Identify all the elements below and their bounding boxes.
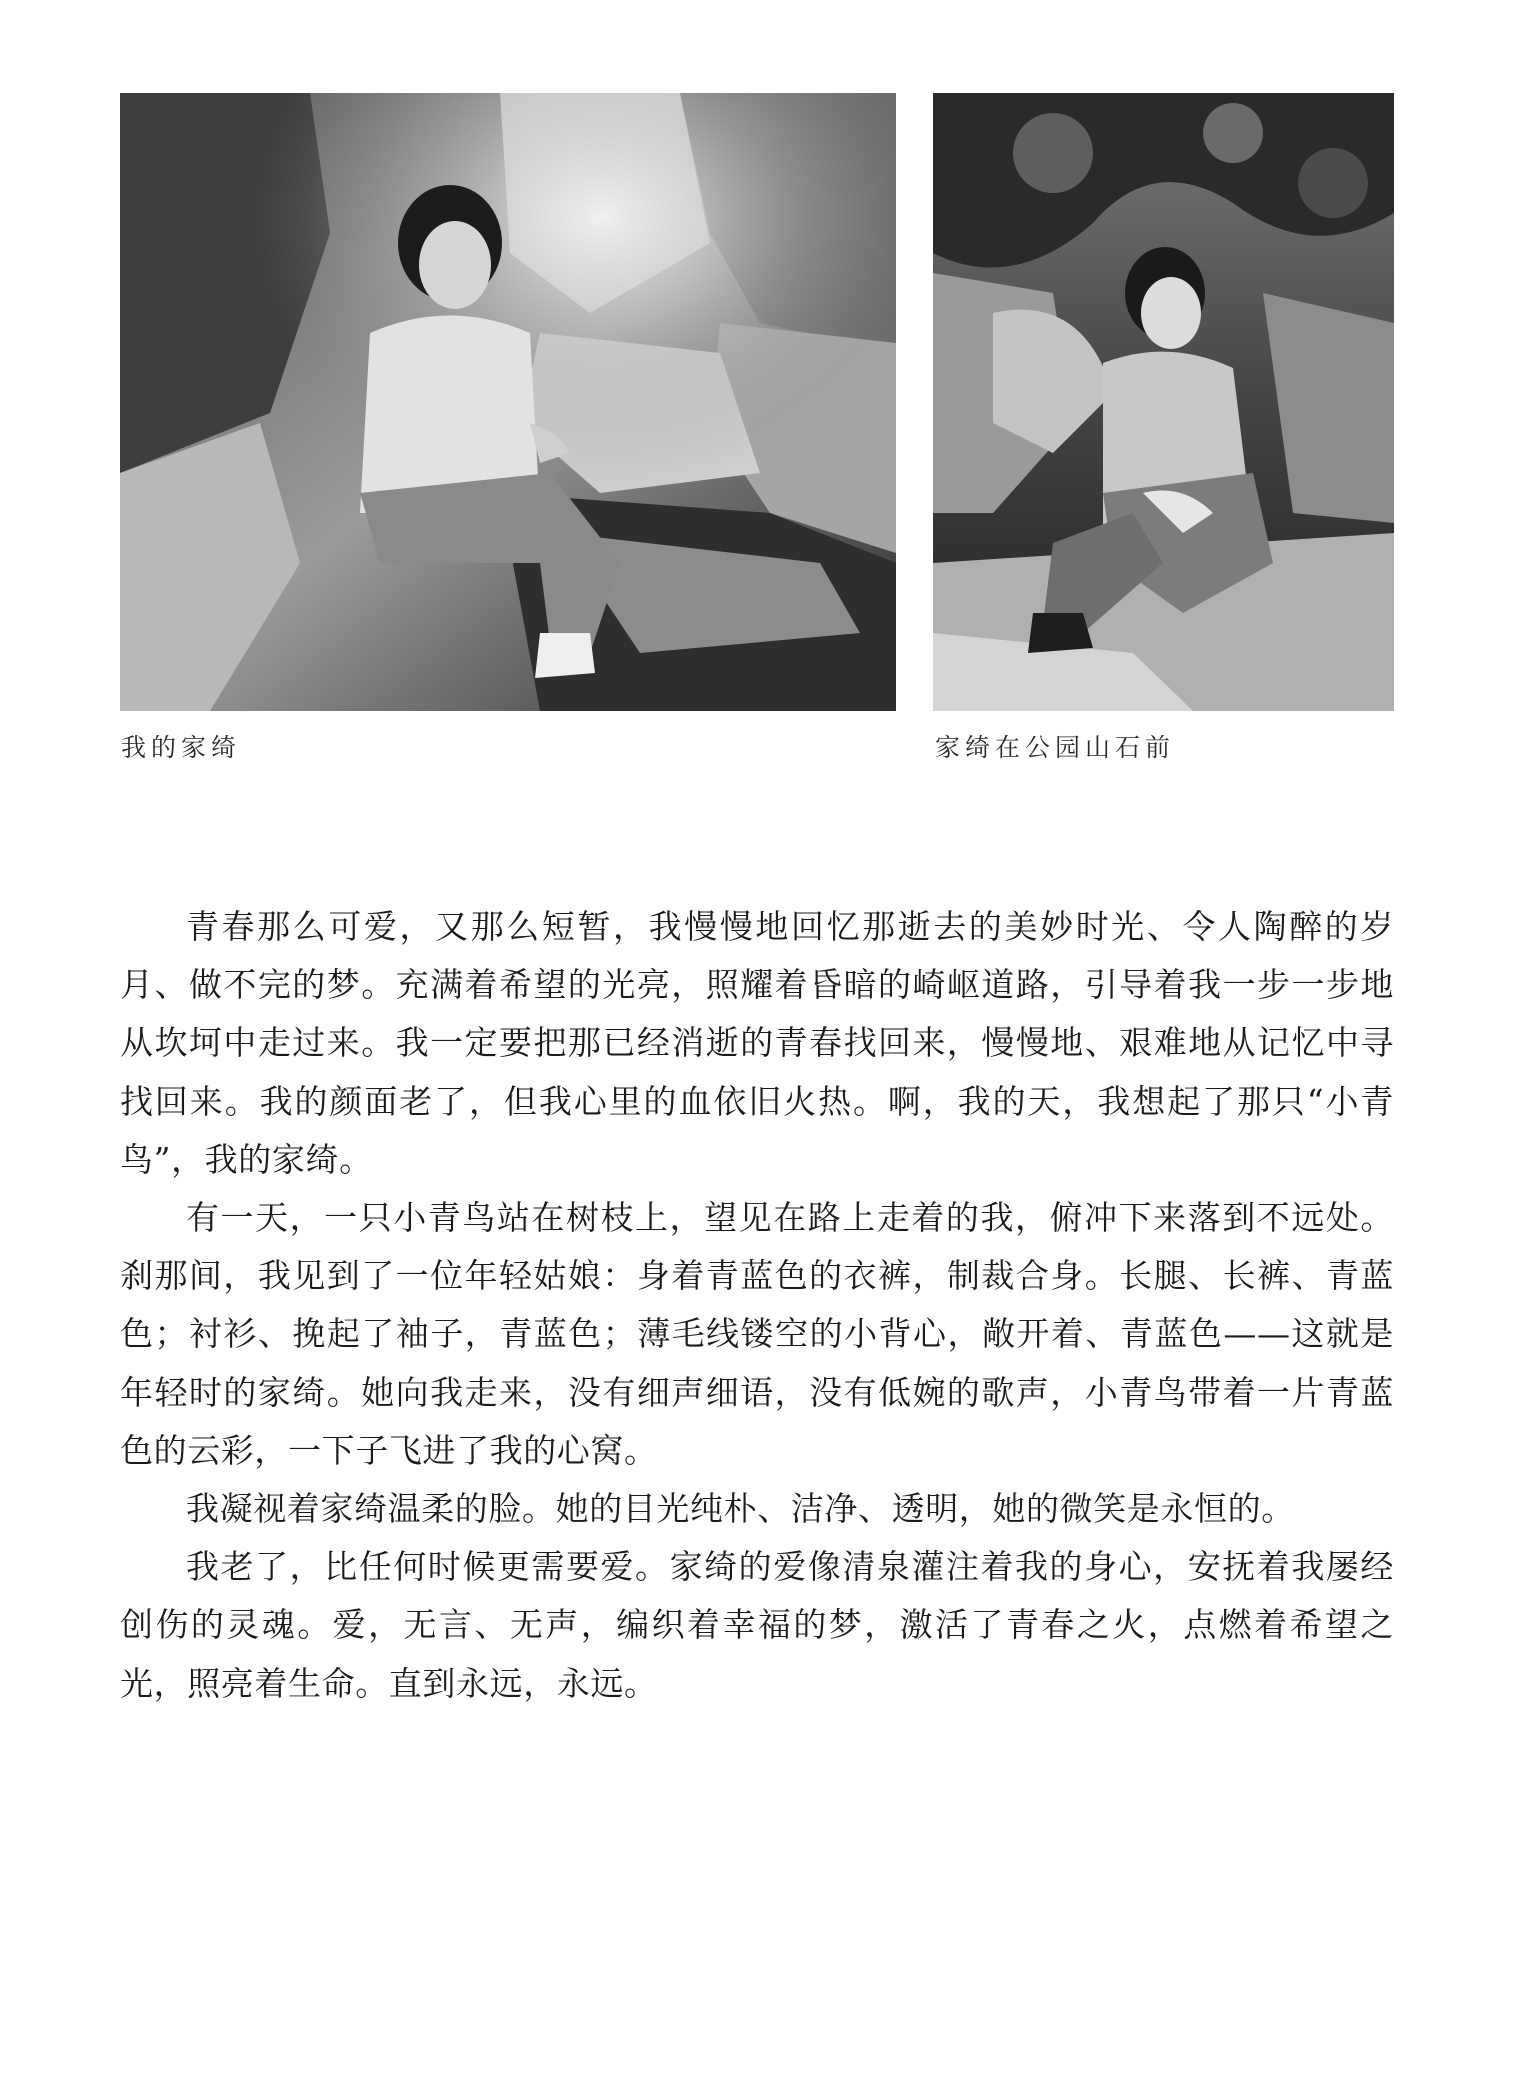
paragraph-love-forever: 我老了，比任何时候更需要爱。家绮的爱像清泉灌注着我的身心，安抚着我屡经创伤的灵魂。爱，无言、无声，编织着幸福的梦，激活了青春之火，点燃着希望之光，照亮着生命。直到永远，永远。 xyxy=(120,1547,1394,1703)
photo-woman-seated-on-rocks-image xyxy=(120,93,896,711)
paragraph-youth-memories: 青春那么可爱，又那么短暂，我慢慢地回忆那逝去的美妙时光、令人陶醉的岁月、做不完的梦。充满着希望的光亮，照耀着昏暗的崎岖道路，引导着我一步一步地从坎坷中走过来。我一定要把那已经消逝的青春找回来，慢慢地、艰难地从记忆中寻找回来。我的颜面老了，但我心里的血依旧火热。啊，我的天，我想起了那只“小青鸟”，我的家绮。 xyxy=(120,907,1394,1179)
photo-caption-left: 我的家绮 xyxy=(121,733,242,762)
photo-woman-seated-on-rocks xyxy=(120,93,896,711)
paragraph-little-bluebird: 有一天，一只小青鸟站在树枝上，望见在路上走着的我，俯冲下来落到不远处。刹那间，我见到了一位年轻姑娘：身着青蓝色的衣裤，制裁合身。长腿、长裤、青蓝色；衬衫、挽起了袖子，青蓝色；薄毛线镂空的小背心，敞开着、青蓝色——这就是年轻时的家绮。她向我走来，没有细声细语，没有低婉的歌声，小青鸟带着一片青蓝色的云彩，一下子飞进了我的心窝。 xyxy=(120,1198,1394,1470)
photo-caption-right: 家绮在公园山石前 xyxy=(935,733,1176,762)
photo-woman-before-park-rockery-image xyxy=(933,93,1394,711)
body-text xyxy=(120,898,1394,1713)
paragraph-gentle-face: 我凝视着家绮温柔的脸。她的目光纯朴、洁净、透明，她的微笑是永恒的。 xyxy=(186,1489,1295,1529)
photo-woman-before-park-rockery xyxy=(933,93,1394,711)
